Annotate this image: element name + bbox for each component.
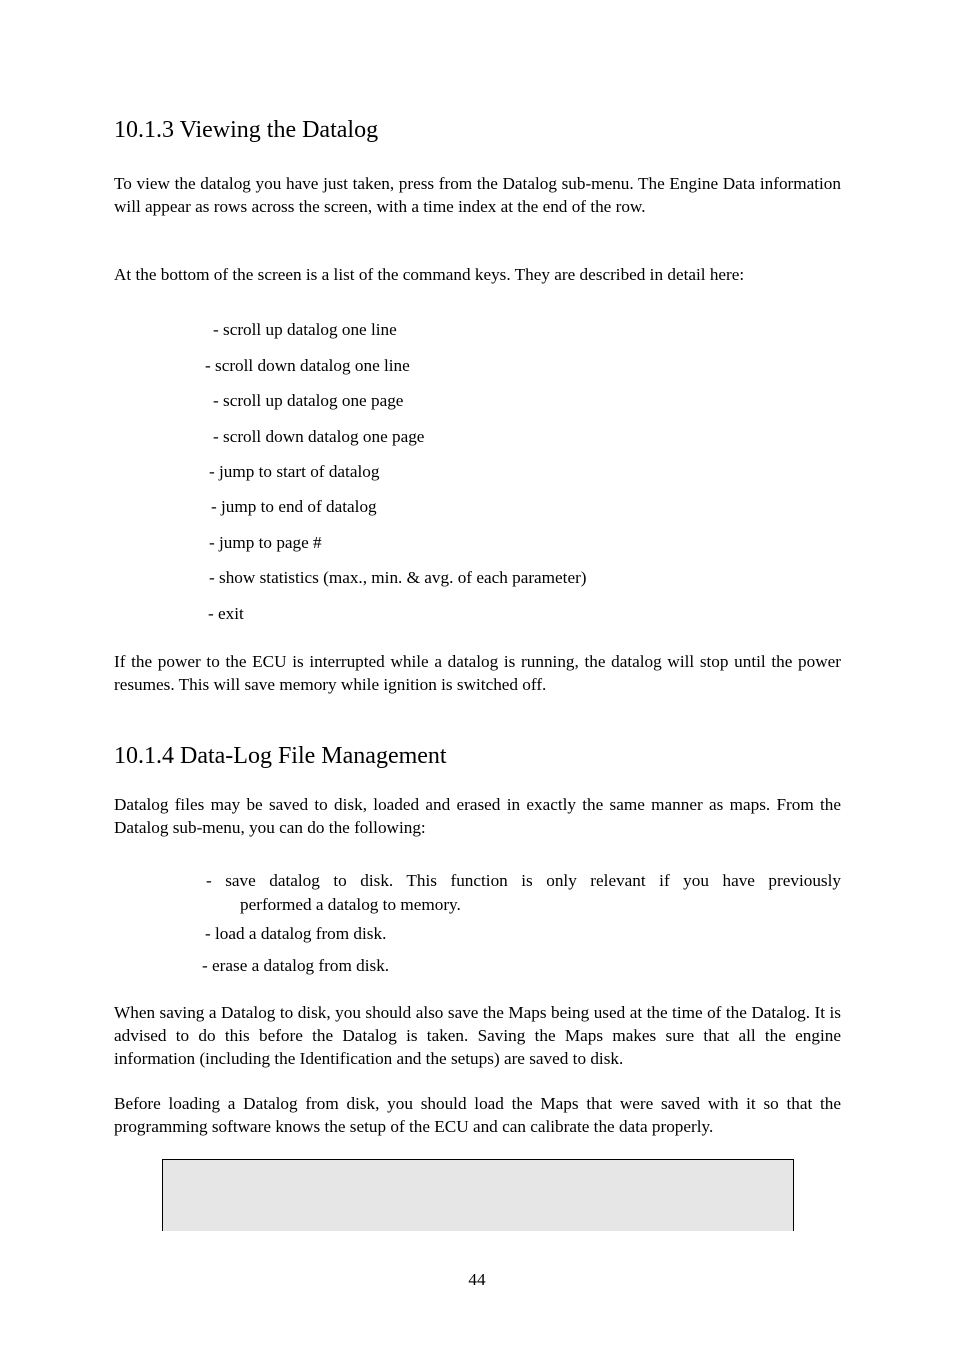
- paragraph-saving-datalog: When saving a Datalog to disk, you should also save the Maps being used at the time of the Datalog. It is advised to do this before the Datalog is taken. Saving the Maps makes sure that all the engine information (including the Identification and the setups) are saved to disk.: [114, 1003, 841, 1068]
- command-key-jump-end: - jump to end of datalog: [211, 497, 377, 516]
- paragraph-command-keys-intro: At the bottom of the screen is a list of the command keys. They are described in detail here:: [114, 265, 745, 284]
- command-key-scroll-down-page: - scroll down datalog one page: [213, 427, 425, 446]
- command-key-scroll-up-line: - scroll up datalog one line: [213, 320, 397, 339]
- note-box: [162, 1159, 794, 1231]
- command-key-jump-page: - jump to page #: [209, 533, 322, 552]
- paragraph-loading-datalog: Before loading a Datalog from disk, you should load the Maps that were saved with it so that the programming software knows the setup of the ECU and can calibrate the data properly.: [114, 1094, 841, 1136]
- paragraph-file-management-intro: Datalog files may be saved to disk, loaded and erased in exactly the same manner as maps. From the Datalog sub-menu, you can do the following:: [114, 795, 841, 837]
- page-number: 44: [468, 1270, 486, 1289]
- paragraph-power-interrupt: If the power to the ECU is interrupted while a datalog is running, the datalog will stop until the power resumes. This will save memory while ignition is switched off.: [114, 652, 841, 694]
- command-key-jump-start: - jump to start of datalog: [209, 462, 380, 481]
- command-key-show-statistics: - show statistics (max., min. & avg. of each parameter): [209, 568, 587, 587]
- command-key-scroll-up-page: - scroll up datalog one page: [213, 391, 404, 410]
- file-option-load: - load a datalog from disk.: [205, 924, 387, 943]
- file-option-save: - save datalog to disk. This function is only relevant if you have previously: [206, 871, 841, 890]
- section-heading-viewing-datalog: 10.1.3 Viewing the Datalog: [114, 117, 379, 143]
- paragraph-view-datalog: To view the datalog you have just taken, press from the Datalog sub-menu. The Engine Data information will appear as rows across the screen, with a time index at the end of the row.: [114, 174, 841, 216]
- file-option-erase: - erase a datalog from disk.: [202, 956, 390, 975]
- section-heading-file-management: 10.1.4 Data-Log File Management: [114, 743, 447, 769]
- command-key-scroll-down-line: - scroll down datalog one line: [205, 356, 410, 375]
- file-option-save-continued: performed a datalog to memory.: [240, 895, 461, 914]
- command-key-exit: - exit: [208, 604, 244, 623]
